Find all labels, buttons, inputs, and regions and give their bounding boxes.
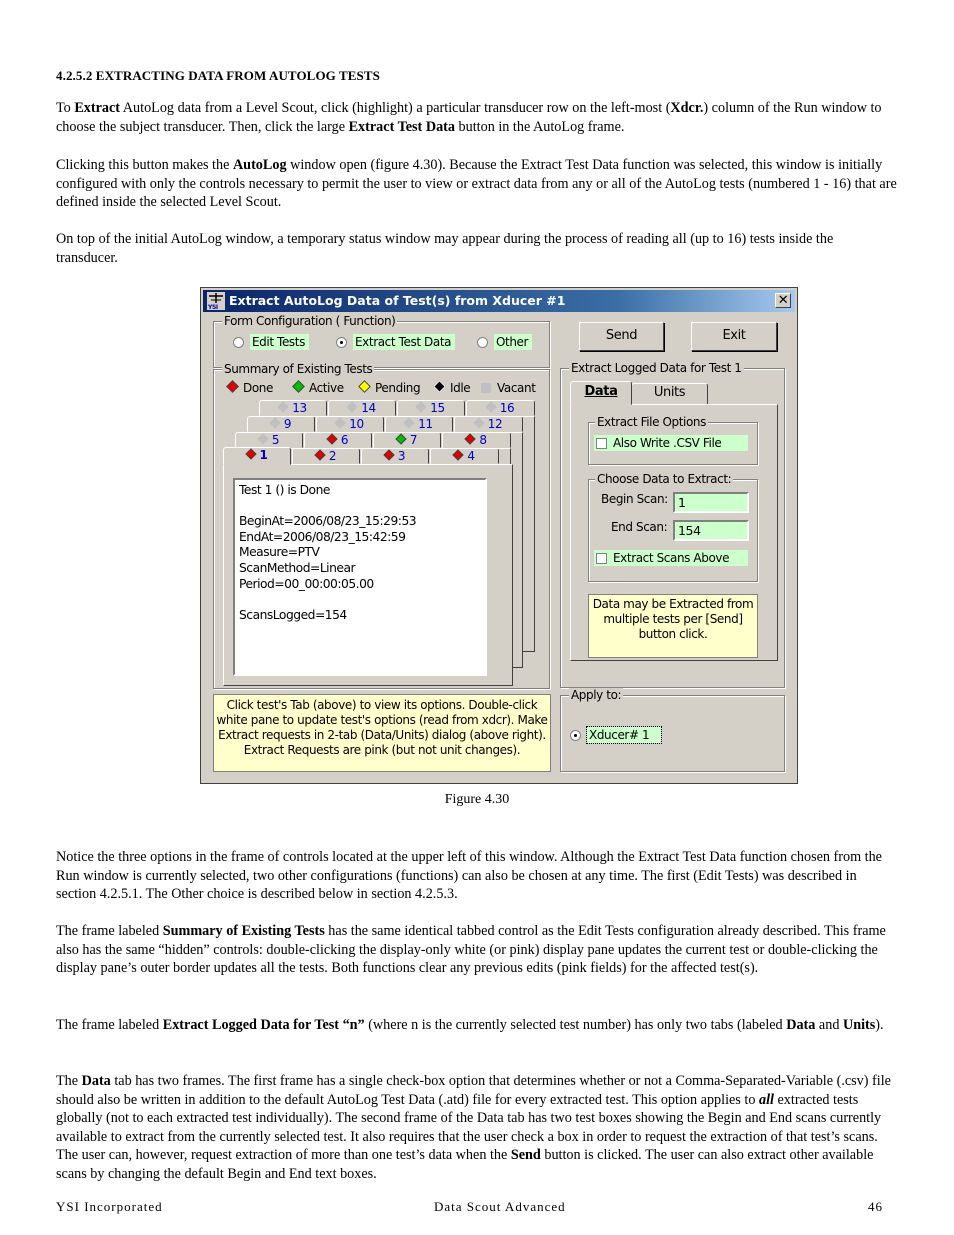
footer-center: Data Scout Advanced <box>434 1199 566 1214</box>
legend-pending: Pending <box>360 381 420 395</box>
extract-file-options-label: Extract File Options <box>597 415 706 429</box>
legend-idle: Idle <box>435 381 470 395</box>
tab-units[interactable]: Units <box>631 383 708 405</box>
apply-xducer-label: Xducer# 1 <box>587 727 661 743</box>
summary-label: Summary of Existing Tests <box>224 362 373 376</box>
radio-circle-selected <box>570 730 581 741</box>
test-tab-1-selected[interactable]: 1 <box>223 447 291 465</box>
choose-data-frame <box>588 472 758 582</box>
extract-logged-data-frame <box>560 361 785 688</box>
done-diamond-icon <box>226 380 239 393</box>
page-number: 46 <box>868 1199 883 1214</box>
form-configuration-frame <box>213 314 550 368</box>
test-tab-16[interactable]: 16 <box>466 400 535 416</box>
close-icon: ✕ <box>777 293 789 308</box>
test-tab-13[interactable]: 13 <box>259 400 327 416</box>
also-write-csv-checkbox[interactable]: Also Write .CSV File <box>594 435 748 451</box>
done-diamond-icon <box>383 449 394 460</box>
done-diamond-icon <box>245 448 256 459</box>
footer-left: YSI Incorporated <box>56 1199 163 1214</box>
radio-extract-test-data[interactable] <box>336 335 455 349</box>
test-info-pane[interactable]: Test 1 () is Done BeginAt=2006/08/23_15:29:53 EndAt=2006/08/23_15:42:59 Measure=PTV ScanMethod=Linear Period=00_00:00:05.00 ScansLogged=154 <box>233 478 487 676</box>
radio-circle <box>233 337 244 348</box>
vacant-icon <box>269 417 280 428</box>
legend-active: Active <box>294 381 344 395</box>
vacant-icon <box>278 401 289 412</box>
paragraph-4: Notice the three options in the frame of controls located at the upper left of this window. Although the Extract Test Data function chosen from the Run window is currently selected, two other configurations (functions) can also be chosen at any time. The first (Edit Tests) was described in section 4.2.5.1. The Other choice is described below in section 4.2.5.3. <box>56 849 882 903</box>
vacant-icon <box>473 417 484 428</box>
radio-extract-label: Extract Test Data <box>353 334 455 350</box>
begin-scan-input[interactable]: 1 <box>673 492 749 513</box>
checkbox-box <box>596 438 607 449</box>
data-tab-panel <box>570 404 778 661</box>
send-button[interactable]: Send <box>579 322 664 351</box>
section-heading: 4.2.5.2 EXTRACTING DATA FROM AUTOLOG TESTS <box>56 68 380 83</box>
test-tab-5[interactable]: 5 <box>235 432 303 448</box>
pending-diamond-icon <box>358 380 371 393</box>
close-button[interactable] <box>775 293 791 308</box>
extract-note-box: Data may be Extracted from multiple tests per [Send] button click. <box>588 594 758 658</box>
apply-to-label: Apply to: <box>571 688 622 702</box>
vacant-icon <box>347 401 358 412</box>
tab-data[interactable]: Data <box>570 381 632 405</box>
exit-button[interactable]: Exit <box>691 322 777 351</box>
legend-done: Done <box>228 381 273 395</box>
done-diamond-icon <box>326 433 337 444</box>
test-tab-12[interactable]: 12 <box>454 416 523 432</box>
test-tab-6[interactable]: 6 <box>304 432 372 448</box>
extract-file-options-frame <box>588 415 758 465</box>
choose-data-label: Choose Data to Extract: <box>597 472 732 486</box>
apply-to-frame <box>560 688 785 772</box>
svg-text:YSI: YSI <box>208 304 218 310</box>
dialog-title: Extract AutoLog Data of Test(s) from Xducer #1 <box>229 293 566 308</box>
vacant-icon <box>257 433 268 444</box>
radio-other[interactable] <box>477 335 532 349</box>
dialog-titlebar <box>203 290 795 312</box>
form-configuration-label: Form Configuration ( Function) <box>224 314 396 328</box>
ysi-app-icon <box>207 292 225 310</box>
end-scan-label: End Scan: <box>611 520 668 534</box>
end-scan-input[interactable]: 154 <box>673 520 749 541</box>
active-diamond-icon <box>395 433 406 444</box>
autolog-dialog <box>200 287 798 784</box>
figure-caption: Figure 4.30 <box>444 792 510 807</box>
paragraph-5: The frame labeled Summary of Existing Tests has the same identical tabbed control as the Edit Tests configuration already described. This frame also has the same “hidden” controls: double-clicking the display-only white (or pink) display pane updates the current test or double-clicking the display pane’s outer border updates all the tests. Both functions clear any previous edits (pink fields) for the affected test(s). <box>56 923 886 977</box>
vacant-icon <box>416 401 427 412</box>
test-tab-4[interactable]: 4 <box>430 448 499 464</box>
paragraph-7: The Data tab has two frames. The first frame has a single check-box option that determines whether or not a Comma-Separated-Variable (.csv) file should also be written in addition to the default AutoLog Test Data (.atd) file for every extracted test. This option applies to all extracted tests globally (not to each extracted test individually). The second frame of the Data tab has two test boxes showing the Begin and End scans currently available to extract from the currently selected test. It also requires that the user check a box in order to request the extraction of that test’s scans. The user can, however, request extraction of more than one test’s data when the Send button is clicked. The user can also extract other available scans by changing the default Begin and End text boxes. <box>56 1073 891 1182</box>
paragraph-1: To Extract AutoLog data from a Level Scout, click (highlight) a particular transducer row on the left-most (Xdcr.) column of the Run window to choose the subject transducer. Then, click the large Extract Test Data button in the AutoLog frame. <box>56 100 882 135</box>
active-diamond-icon <box>292 380 305 393</box>
vacant-icon <box>404 417 415 428</box>
extract-logged-data-label: Extract Logged Data for Test 1 <box>571 361 742 375</box>
checkbox-box <box>596 553 607 564</box>
help-text-box: Click test's Tab (above) to view its options. Double-click white pane to update test's options (read from xdcr). Make Extract requests in 2-tab (Data/Units) dialog (above right). Extract Requests are pink (but not unit changes). <box>213 694 551 772</box>
test-tab-10[interactable]: 10 <box>316 416 384 432</box>
radio-edit-tests[interactable] <box>233 335 309 349</box>
paragraph-6: The frame labeled Extract Logged Data for Test “n” (where n is the currently selected test number) has only two tabs (labeled Data and Units). <box>56 1017 884 1033</box>
paragraph-2: Clicking this button makes the AutoLog window open (figure 4.30). Because the Extract Test Data function was selected, this window is initially configured with only the controls necessary to permit the user to view or extract data from any or all of the AutoLog tests (numbered 1 - 16) that are defined inside the selected Level Scout. <box>56 157 897 211</box>
idle-diamond-icon <box>433 380 446 393</box>
test-tab-9[interactable]: 9 <box>247 416 315 432</box>
extract-scans-above-checkbox[interactable]: Extract Scans Above <box>594 550 748 566</box>
test-tab-8[interactable]: 8 <box>442 432 511 448</box>
test-tab-11[interactable]: 11 <box>385 416 453 432</box>
radio-circle <box>477 337 488 348</box>
begin-scan-label: Begin Scan: <box>601 492 668 506</box>
test-tab-7[interactable]: 7 <box>373 432 441 448</box>
apply-xducer-radio[interactable] <box>570 728 661 742</box>
done-diamond-icon <box>453 449 464 460</box>
done-diamond-icon <box>314 449 325 460</box>
summary-frame <box>213 362 550 689</box>
test-tab-2[interactable]: 2 <box>292 448 360 464</box>
radio-circle-selected <box>336 337 347 348</box>
test-tab-14[interactable]: 14 <box>328 400 396 416</box>
radio-edit-tests-label: Edit Tests <box>250 334 309 350</box>
radio-other-label: Other <box>494 334 532 350</box>
paragraph-3: On top of the initial AutoLog window, a temporary status window may appear during the process of reading all (up to 16) tests inside the transducer. <box>56 231 834 266</box>
done-diamond-icon <box>465 433 476 444</box>
vacant-icon <box>485 401 496 412</box>
vacant-icon <box>335 417 346 428</box>
test-tab-15[interactable]: 15 <box>397 400 465 416</box>
vacant-square-icon <box>481 383 491 393</box>
legend-vacant: Vacant <box>481 381 536 395</box>
test-tab-3[interactable]: 3 <box>361 448 429 464</box>
